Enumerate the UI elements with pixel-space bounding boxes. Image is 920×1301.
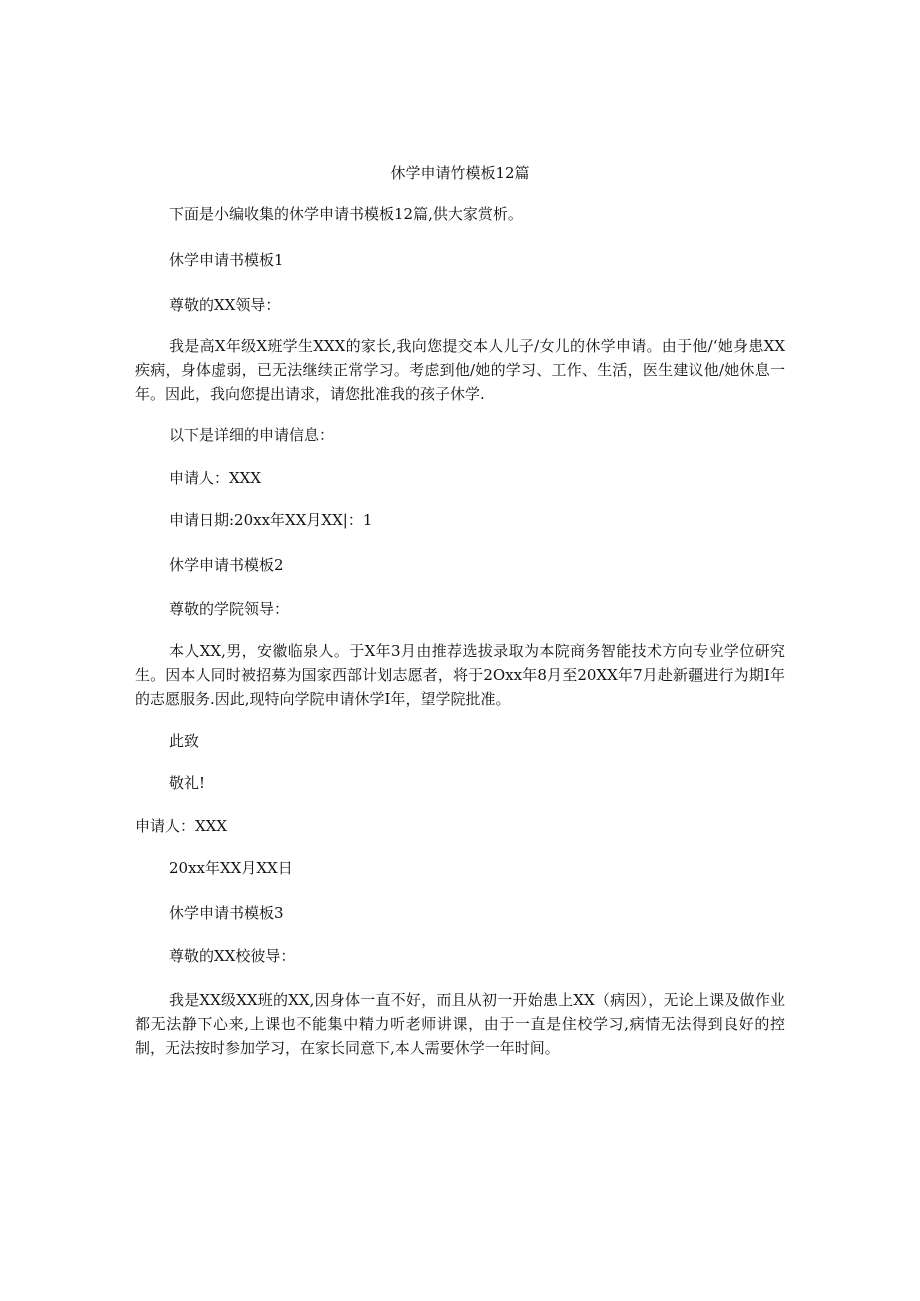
section-3-salutation: 尊敬的XX校彼导： — [169, 947, 296, 965]
section-3-body: 我是XX级XX班的XX,因身体一直不好，而且从初一开始患上XX（病因），无论上课及做作业都无法静下心来,上课也不能集中精力听老师讲课，由于一直是住校学习,病情无法得到良好的控制，无法按时参加学习，在家长同意下,本人需要休学一年时间。 — [135, 991, 785, 1057]
section-1-date: 申请日期:20xx年XX月XX|：1 — [169, 511, 373, 529]
section-2-date: 20xx年XX月XX日 — [169, 859, 293, 877]
section-2-closing-1: 此致 — [169, 732, 200, 750]
section-2-body: 本人XX,男，安徽临泉人。于X年3月由推荐选拔录取为本院商务智能技术方向专业学位研究生。因本人同时被招募为国家西部计划志愿者，将于2Oxx年8月至20XX年7月赴新疆进行为期I年的志愿服务.因此,现特向学院申请休学I年，望学院批准。 — [135, 642, 785, 708]
section-3-heading: 休学申请书模板3 — [169, 904, 284, 922]
document-title: 休学申请竹模板12篇 — [390, 164, 530, 182]
section-1-body: 我是高X年级X班学生XXX的家长,我向您提交本人儿子/女儿的休学申请。由于他/‘她身患XX疾病，身体虚弱，已无法继续正常学习。考虑到他/她的学习、工作、生活，医生建议他/她休息一年。因此，我向您提出请求，请您批准我的孩子休学. — [135, 337, 785, 403]
section-1-salutation: 尊敬的XX领导： — [169, 296, 281, 314]
section-2-applicant: 申请人：XXX — [135, 817, 228, 835]
section-1-heading: 休学申请书模板1 — [169, 251, 284, 269]
section-1-applicant: 申请人：XXX — [169, 469, 262, 487]
section-2-heading: 休学申请书模板2 — [169, 556, 284, 574]
section-2-salutation: 尊敬的学院领导： — [169, 600, 290, 618]
section-1-detail-intro: 以下是详细的申请信息： — [169, 426, 335, 444]
section-2-closing-2: 敬礼! — [169, 774, 206, 792]
intro-text: 下面是小编收集的休学申请书模板12篇,供大家赏析。 — [169, 205, 523, 223]
